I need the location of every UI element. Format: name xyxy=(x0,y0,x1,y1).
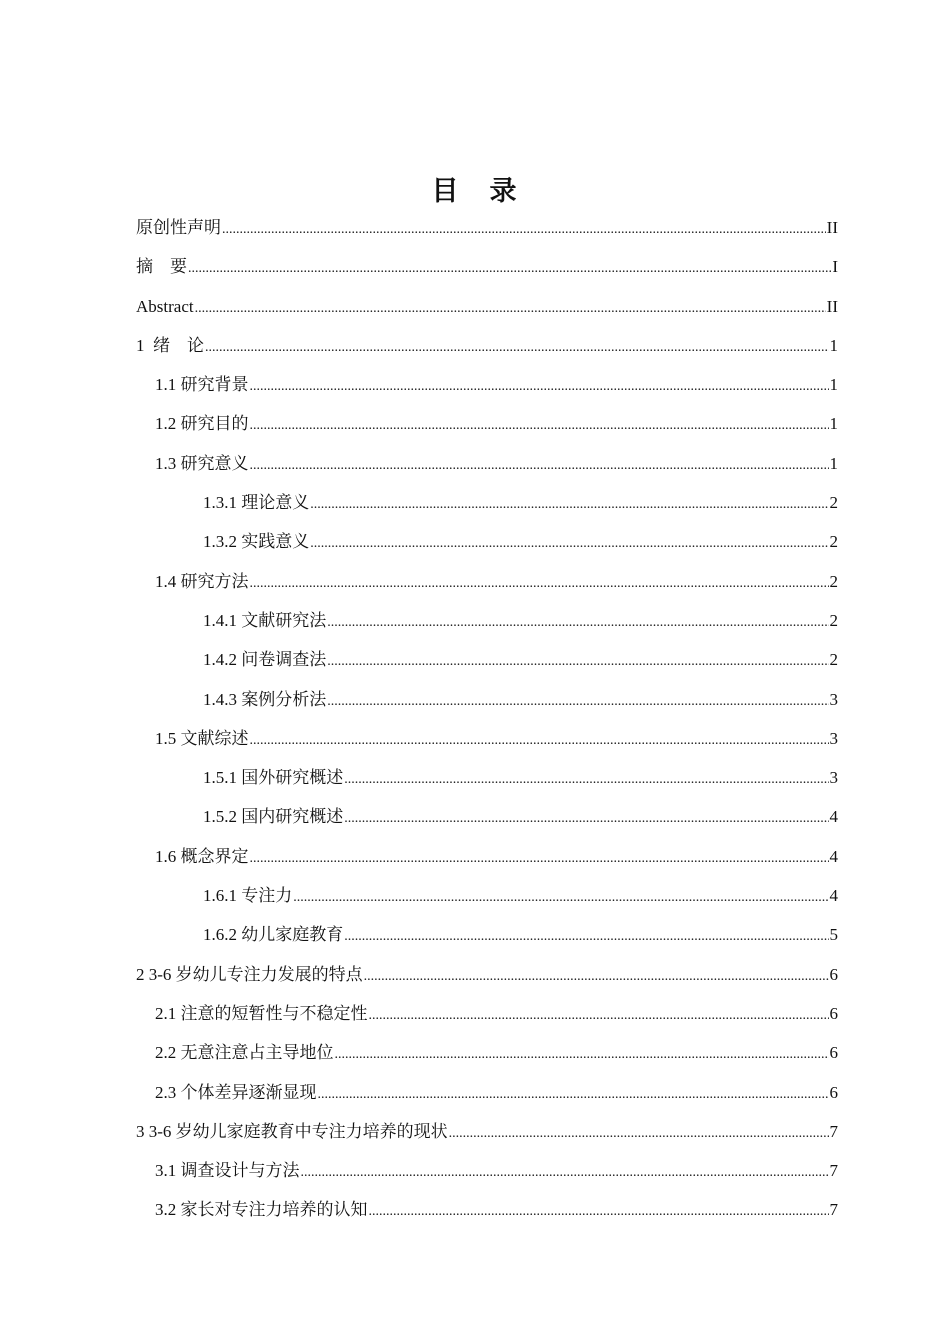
toc-entry-label: 1.3.1 理论意义 xyxy=(203,493,310,513)
table-of-contents xyxy=(136,208,838,1230)
toc-entry-page-number: 2 xyxy=(829,650,838,670)
toc-entry[interactable] xyxy=(136,326,838,365)
toc-entry[interactable] xyxy=(136,837,838,876)
toc-entry[interactable] xyxy=(136,522,838,561)
toc-entry-page-number: 1 xyxy=(829,375,838,395)
toc-entry-label: 3 3-6 岁幼儿家庭教育中专注力培养的现状 xyxy=(136,1121,448,1141)
toc-entry[interactable] xyxy=(136,247,838,286)
toc-entry-label: Abstract xyxy=(136,296,194,316)
toc-dot-leader xyxy=(250,564,829,603)
toc-dot-leader xyxy=(310,485,828,524)
toc-entry-label: 3.2 家长对专注力培养的认知 xyxy=(155,1200,368,1220)
toc-entry-page-number: 1 xyxy=(829,414,838,434)
toc-entry-page-number: 6 xyxy=(829,1043,838,1063)
toc-entry-page-number: 4 xyxy=(829,807,838,827)
toc-dot-leader xyxy=(344,799,828,838)
toc-entry-label: 2.3 个体差异逐渐显现 xyxy=(155,1082,317,1102)
toc-entry[interactable] xyxy=(136,287,838,326)
toc-entry[interactable] xyxy=(136,1190,838,1229)
page-title: 目 录 xyxy=(431,176,519,207)
toc-entry-page-number: 6 xyxy=(829,1003,838,1023)
toc-dot-leader xyxy=(250,721,829,760)
toc-entry-label: 1.3 研究意义 xyxy=(155,453,249,473)
toc-entry-label: 2.1 注意的短暂性与不稳定性 xyxy=(155,1003,368,1023)
toc-entry-page-number: II xyxy=(826,218,838,237)
toc-dot-leader xyxy=(301,1153,829,1192)
toc-dot-leader xyxy=(250,446,829,485)
toc-entry[interactable] xyxy=(136,1033,838,1072)
toc-dot-leader xyxy=(195,289,826,328)
toc-entry-label: 2.2 无意注意占主导地位 xyxy=(155,1043,334,1063)
toc-entry[interactable] xyxy=(136,1112,838,1151)
toc-entry-page-number: 7 xyxy=(829,1121,838,1141)
toc-entry-label: 摘 要 xyxy=(136,257,187,277)
toc-dot-leader xyxy=(369,996,829,1035)
toc-dot-leader xyxy=(369,1192,829,1231)
toc-entry-page-number: 2 xyxy=(829,610,838,630)
toc-entry-page-number: 6 xyxy=(829,964,838,984)
toc-entry-page-number: 2 xyxy=(829,571,838,591)
toc-entry[interactable] xyxy=(136,562,838,601)
toc-entry-label: 1.5.1 国外研究概述 xyxy=(203,768,344,788)
toc-entry-page-number: 3 xyxy=(829,768,838,788)
toc-entry[interactable] xyxy=(136,915,838,954)
toc-entry-label: 3.1 调查设计与方法 xyxy=(155,1161,300,1181)
toc-entry[interactable] xyxy=(136,758,838,797)
toc-entry-label: 1.5.2 国内研究概述 xyxy=(203,807,344,827)
toc-entry[interactable] xyxy=(136,719,838,758)
toc-entry-page-number: 7 xyxy=(829,1161,838,1181)
toc-entry[interactable] xyxy=(136,797,838,836)
toc-entry-page-number: 4 xyxy=(829,886,838,906)
toc-entry-page-number: I xyxy=(832,257,838,277)
toc-dot-leader xyxy=(310,524,828,563)
toc-entry-page-number: II xyxy=(826,296,838,316)
toc-entry[interactable] xyxy=(136,994,838,1033)
toc-entry-label: 1.4.2 问卷调查法 xyxy=(203,650,327,670)
toc-entry-page-number: 1 xyxy=(829,453,838,473)
toc-dot-leader xyxy=(205,328,829,367)
toc-entry-label: 1.6.2 幼儿家庭教育 xyxy=(203,925,344,945)
toc-dot-leader xyxy=(250,839,829,878)
toc-entry[interactable] xyxy=(136,208,838,247)
toc-entry-label: 2 3-6 岁幼儿专注力发展的特点 xyxy=(136,964,363,984)
toc-entry-page-number: 4 xyxy=(829,846,838,866)
toc-entry-page-number: 1 xyxy=(829,335,838,355)
toc-entry-label: 1.4.1 文献研究法 xyxy=(203,610,327,630)
toc-entry[interactable] xyxy=(136,680,838,719)
toc-entry-label: 1.3.2 实践意义 xyxy=(203,532,310,552)
toc-entry[interactable] xyxy=(136,404,838,443)
toc-entry[interactable] xyxy=(136,1151,838,1190)
toc-entry[interactable] xyxy=(136,640,838,679)
toc-entry-page-number: 5 xyxy=(829,925,838,945)
toc-entry-page-number: 7 xyxy=(829,1200,838,1220)
toc-entry-label: 1.4 研究方法 xyxy=(155,571,249,591)
toc-entry-page-number: 6 xyxy=(829,1082,838,1102)
toc-entry-page-number: 2 xyxy=(829,532,838,552)
toc-entry-label: 原创性声明 xyxy=(136,218,221,237)
toc-entry[interactable] xyxy=(136,601,838,640)
toc-dot-leader xyxy=(250,367,829,406)
toc-entry-label: 1.2 研究目的 xyxy=(155,414,249,434)
toc-dot-leader xyxy=(318,1075,829,1114)
toc-dot-leader xyxy=(188,249,831,288)
toc-entry[interactable] xyxy=(136,955,838,994)
toc-dot-leader xyxy=(222,210,826,249)
toc-entry-label: 1.1 研究背景 xyxy=(155,375,249,395)
toc-entry-page-number: 3 xyxy=(829,728,838,748)
toc-entry[interactable] xyxy=(136,365,838,404)
toc-entry[interactable] xyxy=(136,444,838,483)
toc-entry[interactable] xyxy=(136,1073,838,1112)
toc-dot-leader xyxy=(293,878,828,917)
toc-entry-label: 1.6.1 专注力 xyxy=(203,886,293,906)
toc-entry[interactable] xyxy=(136,483,838,522)
toc-dot-leader xyxy=(327,682,828,721)
toc-entry-page-number: 3 xyxy=(829,689,838,709)
toc-dot-leader xyxy=(344,760,828,799)
toc-dot-leader xyxy=(335,1035,829,1074)
toc-entry-label: 1 绪 论 xyxy=(136,335,204,355)
toc-dot-leader xyxy=(250,406,829,445)
toc-entry-label: 1.5 文献综述 xyxy=(155,728,249,748)
toc-dot-leader xyxy=(327,603,828,642)
toc-entry-label: 1.6 概念界定 xyxy=(155,846,249,866)
toc-dot-leader xyxy=(327,642,828,681)
toc-entry-label: 1.4.3 案例分析法 xyxy=(203,689,327,709)
toc-dot-leader xyxy=(449,1114,829,1153)
toc-dot-leader xyxy=(344,917,828,956)
toc-entry-page-number: 2 xyxy=(829,493,838,513)
toc-entry[interactable] xyxy=(136,876,838,915)
toc-dot-leader xyxy=(364,957,829,996)
